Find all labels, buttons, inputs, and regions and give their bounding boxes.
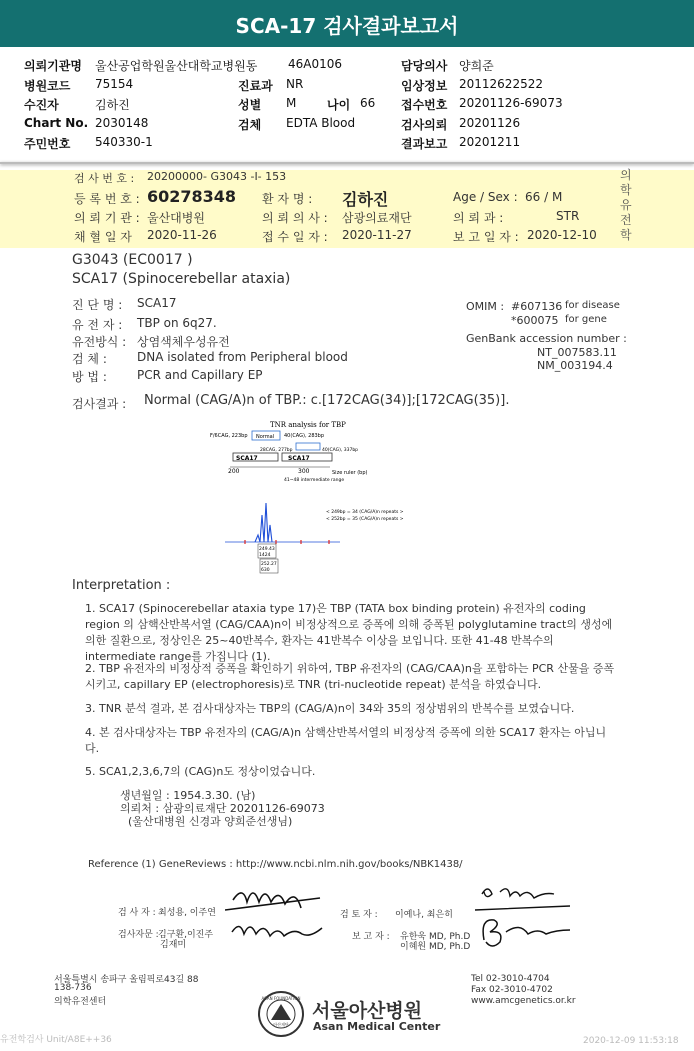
referrer-detail: (울산대병원 신경과 양희준선생님): [128, 815, 293, 828]
reporter-signature: [470, 910, 580, 950]
axis-200: 200: [228, 468, 240, 475]
diag-value: SCA17: [137, 296, 177, 310]
reporter-label: 보 고 자 :: [352, 932, 390, 942]
peak-box-1-height: 1424: [259, 553, 271, 558]
clinical-value: 20112622522: [459, 77, 543, 91]
receive-label: 접 수 일 자 :: [262, 230, 328, 244]
age-value: 66: [360, 96, 376, 110]
figure-pos2-label: 40(CAG), 337bp: [322, 448, 359, 453]
figure-title: TNR analysis for TBP: [270, 421, 346, 429]
figure-upper-label: 40(CAG), 283bp: [284, 433, 325, 439]
test-code: G3043 (EC0017 ): [72, 252, 193, 268]
method-value: PCR and Capillary EP: [137, 368, 263, 382]
patient-name-value: 김하진: [342, 190, 389, 209]
report-title: SCA-17 검사결과보고서: [0, 0, 694, 47]
reporter-value-2: 이혜원 MD, Ph.D: [400, 942, 471, 952]
advisor-label: 검사자문 :: [118, 930, 159, 940]
rrn-label: 주민번호: [24, 137, 71, 151]
advisor-signature: [228, 910, 338, 946]
hospital-name-en: Asan Medical Center: [313, 1020, 441, 1033]
genbank-1: NT_007583.11: [537, 346, 617, 359]
omim-label: OMIM :: [466, 300, 505, 313]
genbank-label: GenBank accession number :: [466, 332, 627, 345]
age-sex-label: Age / Sex :: [453, 190, 518, 204]
doctor-label: 담당의사: [401, 59, 448, 73]
test-name: SCA17 (Spinocerebellar ataxia): [72, 271, 291, 287]
result-label: 검사결과 :: [72, 397, 127, 411]
peak-note-1: < 249bp = 34 (CAG/A)n repeats >: [326, 510, 404, 515]
receipt-value: 20201126-69073: [459, 96, 563, 110]
institution-value: 울산공업학원울산대학교병원동: [95, 59, 258, 73]
address-line-1: 서울특별시 송파구 올림픽로43길 88: [54, 975, 199, 985]
specimen-type-label: 검 체 :: [72, 352, 107, 366]
omim-gene-note: for gene: [565, 314, 607, 325]
hospital-code-value: 75154: [95, 77, 134, 91]
chart-value: 2030148: [95, 116, 149, 130]
test-no-value: 20200000- G3043 -I- 153: [147, 170, 287, 183]
inherit-value: 상염색체우성유전: [137, 335, 230, 349]
receive-value: 2020-11-27: [342, 228, 412, 242]
age-label: 나이: [327, 98, 351, 112]
axis-300: 300: [298, 468, 310, 475]
interpretation-heading: Interpretation :: [72, 578, 171, 593]
collect-value: 2020-11-26: [147, 228, 217, 242]
specimen-type-value: DNA isolated from Peripheral blood: [137, 350, 348, 364]
institution-code: 46A0106: [288, 57, 343, 71]
institution-label: 의뢰기관명: [24, 59, 82, 73]
asan-foundation-logo: [257, 990, 305, 1038]
omim-gene: *600075: [511, 314, 559, 327]
dept-value: NR: [286, 77, 304, 91]
ref-doc-label: 의 뢰 의 사 :: [262, 211, 328, 225]
tnr-analysis-figure: [200, 415, 460, 575]
receipt-label: 접수번호: [401, 98, 448, 112]
range-label: 41~48 intermediate range: [284, 478, 345, 483]
logo-inner-text: 아산재단: [273, 1022, 289, 1027]
chart-label: Chart No.: [24, 116, 89, 130]
interpretation-p5: 5. SCA1,2,3,6,7의 (CAG)n도 정상이었습니다.: [85, 765, 316, 778]
side-vertical-label: 의학유전학: [620, 168, 632, 242]
tel: Tel 02-3010-4704: [471, 974, 550, 984]
referrer: 의뢰처 : 삼광의료재단 20201126-69073: [120, 802, 325, 815]
address-line-3: 의학유전센터: [54, 997, 107, 1007]
dept-label: 진료과: [238, 79, 273, 93]
logo-text: ASAN FOUNDATION: [261, 996, 301, 1001]
size-ruler-label: Size ruler (bp): [332, 470, 368, 476]
tester-value: 최성용, 이주연: [158, 908, 216, 918]
hospital-name-ko: 서울아산병원: [312, 1000, 423, 1022]
interpretation-p3: 3. TNR 분석 결과, 본 검사대상자는 TBP의 (CAG/A)n이 34와 35의 정상범위의 반복수를 보였습니다.: [85, 702, 575, 715]
inherit-label: 유전방식 :: [72, 335, 127, 349]
peak-box-2-size: 252.27: [261, 562, 277, 567]
clinical-label: 임상정보: [401, 79, 448, 93]
test-no-label: 검 사 번 호 :: [74, 172, 135, 185]
gene-label: 유 전 자 :: [72, 318, 123, 332]
diag-label: 진 단 명 :: [72, 298, 123, 312]
request-label: 검사의뢰: [401, 118, 448, 132]
figure-pcr-label: F/6CAG, 223bp: [210, 433, 248, 439]
sex-value: M: [286, 96, 297, 110]
positive-range-box: [296, 443, 320, 450]
omim-disease: #607136: [511, 300, 563, 313]
interpretation-p2: 2. TBP 유전자의 비정상적 증폭을 확인하기 위하여, TBP 유전자의 (CAG/CAA)n을 포함하는 PCR 산물을 증폭시키고, capillary EP (electrophoresis)로 TNR (tri-nucleotide repeat) 분석을 하였습니다.: [85, 662, 615, 691]
reg-no-label: 등 록 번 호 :: [74, 192, 140, 206]
fax: Fax 02-3010-4702: [471, 985, 553, 995]
patient-label: 수진자: [24, 98, 59, 112]
reg-no-value: 60278348: [147, 187, 237, 206]
patient-name-label: 환 자 명 :: [262, 192, 313, 206]
peak-trace: [255, 503, 272, 542]
doctor-value: 양희준: [459, 59, 494, 73]
reviewer-signature: [470, 880, 580, 914]
bottom-right-timestamp: 2020-12-09 11:53:18: [583, 1036, 679, 1046]
reviewer-value: 이예나, 최은히: [395, 910, 453, 920]
divider: [0, 162, 694, 164]
address-line-2: 138-736: [54, 983, 92, 993]
inst-label: 의 뢰 기 관 :: [74, 211, 140, 225]
tester-label: 검 사 자 :: [118, 908, 156, 918]
bottom-left-stamp: 유전학검사 Unit/A8E++36: [0, 1035, 112, 1045]
method-label: 방 법 :: [72, 370, 107, 384]
peak-note-2: < 252bp = 35 (CAG/A)n repeats >: [326, 517, 404, 522]
reviewer-label: 검 토 자 :: [340, 910, 378, 920]
report-date-label: 보 고 일 자 :: [453, 230, 519, 244]
peak-box-1-size: 249.43: [259, 547, 275, 552]
patient-value: 김하진: [95, 98, 130, 112]
interpretation-p4: 4. 본 검사대상자는 TBP 유전자의 (CAG/A)n 삼핵산반복서열의 비정상적 증폭에 의한 SCA17 환자는 아닙니다.: [85, 726, 607, 755]
figure-sca-label-1: SCA17: [236, 455, 258, 462]
collect-label: 채 혈 일 자: [74, 230, 132, 244]
ref-dept-value: STR: [556, 209, 580, 223]
report-value: 20201211: [459, 135, 521, 149]
report-date-value: 2020-12-10: [527, 228, 597, 242]
inst-value: 울산대병원: [147, 211, 205, 225]
reporter-value: 유한욱 MD, Ph.D: [400, 932, 471, 942]
website: www.amcgenetics.or.kr: [471, 996, 576, 1006]
request-value: 20201126: [459, 116, 521, 130]
genbank-2: NM_003194.4: [537, 359, 613, 372]
gene-value: TBP on 6q27.: [137, 316, 217, 330]
figure-pos-label: 28CAG, 277bp: [260, 448, 293, 453]
ref-dept-label: 의 뢰 과 :: [453, 211, 504, 225]
specimen-label: 검체: [238, 118, 262, 132]
report-label: 결과보고: [401, 137, 448, 151]
figure-normal-label: Normal: [256, 434, 275, 440]
advisor-value-2: 김재미: [160, 940, 187, 950]
interpretation-p1: 1. SCA17 (Spinocerebellar ataxia type 17)은 TBP (TATA box binding protein) 유전자의 coding region 의 삼핵산반복서열 (CAG/CAA)n이 비정상적으로 증폭에 의해 증폭된 polyglutamine tract의 생성에 의한 질환으로, 정상인은 25~40반복수, 환자는 41반복수 이상을 보입니다. 또한 41-48 반복수의 intermediate range를 가집니다 (1).: [85, 602, 613, 663]
figure-sca-label-2: SCA17: [288, 455, 310, 462]
specimen-value: EDTA Blood: [286, 116, 356, 130]
age-sex-value: 66 / M: [525, 190, 563, 204]
rrn-value: 540330-1: [95, 135, 153, 149]
sex-label: 성별: [238, 98, 262, 112]
birth-date: 생년월일 : 1954.3.30. (남): [120, 789, 256, 802]
advisor-value: 김구환,이진주: [158, 930, 214, 940]
ref-doc-value: 삼광의료재단: [342, 211, 412, 225]
result-value: Normal (CAG/A)n of TBP.: c.[172CAG(34)];[172CAG(35)].: [144, 393, 510, 408]
reference: Reference (1) GeneReviews : http://www.ncbi.nlm.nih.gov/books/NBK1438/: [88, 859, 463, 870]
peak-box-2-height: 630: [261, 568, 270, 573]
hospital-code-label: 병원코드: [24, 79, 71, 93]
omim-disease-note: for disease: [565, 300, 620, 311]
